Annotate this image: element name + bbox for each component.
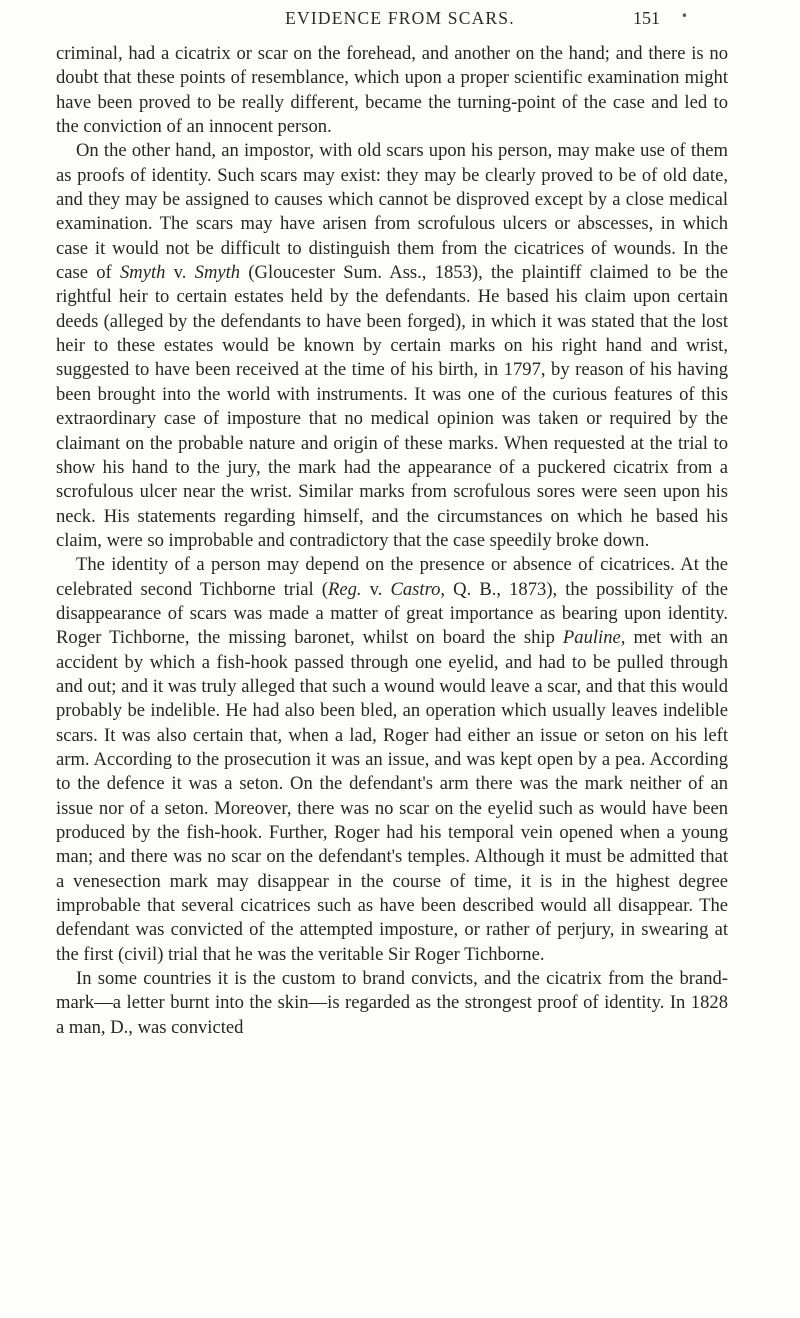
italic-text: Smyth	[119, 262, 166, 284]
body-text	[56, 42, 728, 1040]
page-number: 151	[633, 8, 660, 28]
margin-mark: •	[680, 9, 688, 23]
text-run: v.	[165, 262, 195, 284]
paragraph-p3	[56, 553, 728, 967]
italic-text: Pauline,	[562, 627, 626, 649]
text-run: met with an accident by which a fish-hook passed through one eyelid, and had to be pulled through and out; and it was truly alleged that such a wound would leave a scar, and that this would probably be indelible. He had also been bled, an operation which usually leaves indelible scars. It was also certain that, when a lad, Roger had either an issue or seton on his left arm. According to the prosecution it was an issue, and was kept open by a pea. According to the defence it was a seton. On the defendant's arm there was the mark neither of an issue nor of a seton. Moreover, there was no scar on the eyelid such as would have been produced by the fish-hook. Further, Roger had his temporal vein opened when a young man; and there was no scar on the defendant's temples. Although it must be admitted that a venesection mark may disappear in the course of time, it is in the highest degree improbable that several cicatrices such as have been described would all disappear. The defendant was convicted of the attempted imposture, or rather of perjury, in swearing at the first (civil) trial that he was the veritable Sir Roger Tichborne.	[56, 627, 728, 965]
italic-text: Reg.	[327, 578, 362, 600]
italic-text: Smyth	[194, 262, 241, 284]
running-head	[0, 8, 800, 34]
text-run: On the other hand, an impostor, with old scars upon his person, may make use of them as proofs of identity. Such scars may exist: they may be clearly proved to be of old date, and they may be assigned to causes which cannot be disproved except by a close medical examination. The scars may have arisen from scrofulous ulcers or abscesses, in which case it would not be difficult to distinguish them from the cicatrices of wounds. In the case of	[56, 140, 728, 284]
text-run: In some countries it is the custom to brand convicts, and the cicatrix from the brand-mark—a letter burnt into the skin—is regarded as the strongest proof of identity. In 1828 a man, D., was convicted	[56, 968, 728, 1038]
italic-text: Castro,	[390, 578, 446, 600]
paragraph-p1	[56, 42, 728, 139]
text-run: The identity of a person may depend on the presence or absence of cicatrices. At the celebrated second Tichborne trial (	[56, 554, 728, 600]
text-run: criminal, had a cicatrix or scar on the forehead, and another on the hand; and there is no doubt that these points of resemblance, which upon a proper scientific examination might have been proved to be really different, became the turning-point of the case and led to the conviction of an innocent person.	[56, 43, 728, 138]
paragraph-p4	[56, 967, 728, 1040]
text-run: (Gloucester Sum. Ass., 1853), the plaintiff claimed to be the rightful heir to certain estates held by the defendants. He based his claim upon certain deeds (alleged by the defendants to have been forged), in which it was stated that the lost heir to these estates would be known by certain marks on his right hand and wrist, suggested to have been received at the time of his birth, in 1797, by reason of his having been brought into the world with instruments. It was one of the curious features of this extraordinary case of imposture that no medical opinion was taken or required by the claimant on the probable nature and origin of these marks. When requested at the trial to show his hand to the jury, the mark had the appearance of a puckered cicatrix from a scrofulous ulcer near the wrist. Similar marks from scrofulous sores were seen upon his neck. His statements regarding himself, and the circumstances on which he based his claim, were so improbable and contradictory that the case speedily broke down.	[56, 262, 729, 551]
paragraph-p2	[56, 139, 728, 553]
running-title: EVIDENCE FROM SCARS.	[285, 8, 515, 28]
text-run: Q. B., 1873), the possibility of the disappearance of scars was made a matter of great importance as bearing upon identity. Roger Tichborne, the missing baronet, whilst on board the ship	[56, 578, 728, 649]
text-run: v.	[361, 578, 391, 600]
